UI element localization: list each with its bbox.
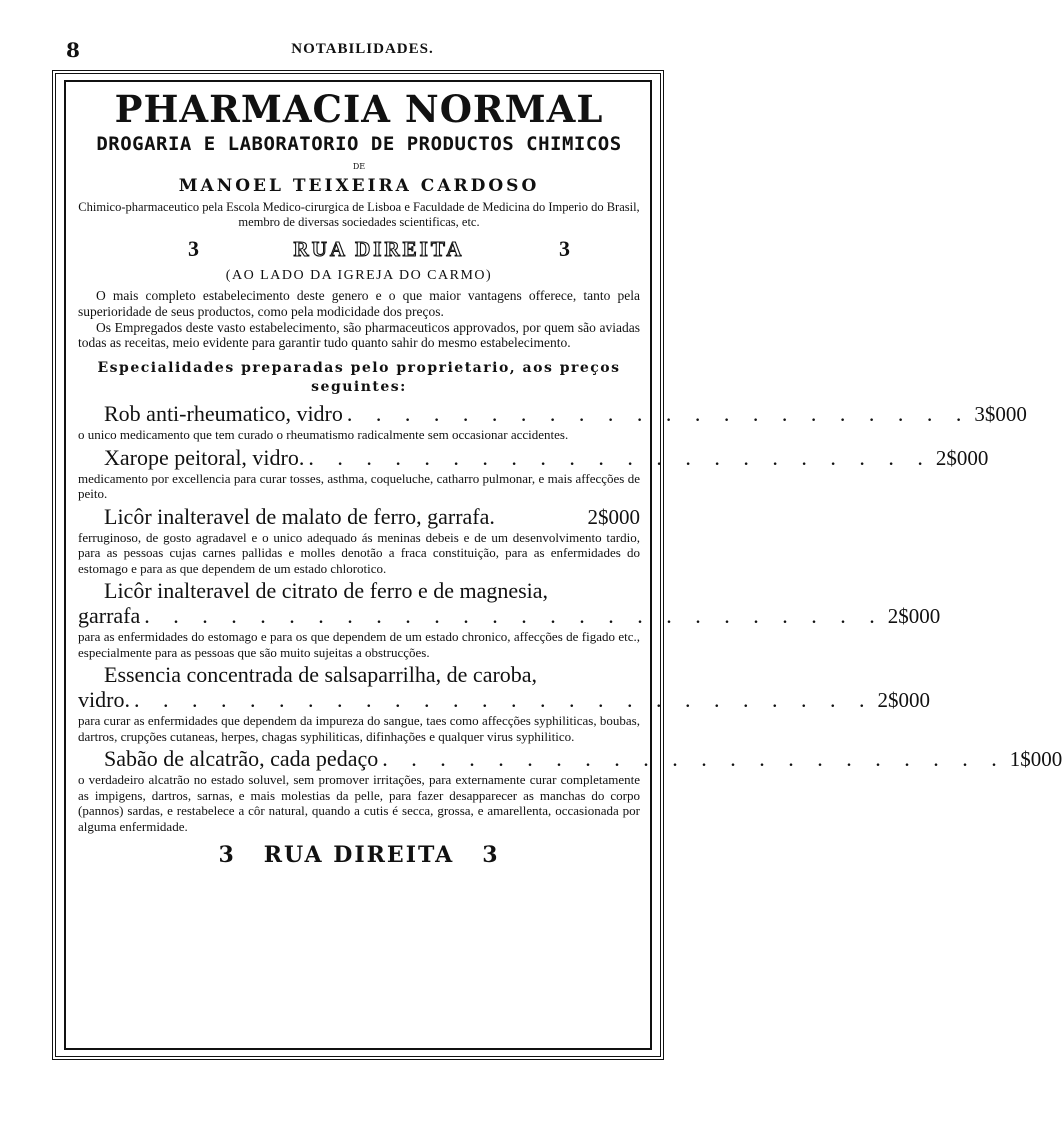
footer-number-right: 3 xyxy=(482,842,500,869)
product-description: medicamento por excellencia para curar tosses, asthma, coqueluche, catharro pulmonar, e mais affecções de peito. xyxy=(78,470,640,502)
product-item xyxy=(78,444,989,502)
de-label: DE xyxy=(352,162,366,171)
product-price: 3$000 xyxy=(974,402,1027,427)
product-description: o verdadeiro alcatrão no estado soluvel, sem promover irritações, para externamente curar completamente as impigens, dartros, sarnas, e mais molestias da pelle, para fazer desapparecer as manchas do corpo (pannos) sardas, e restabelece a côr natural, quando a cutis é secca, grossa, e amarellenta, occasionada por alguma enfermidade. xyxy=(78,772,640,834)
product-name-line-2 xyxy=(78,603,941,629)
ad-subtitle: DROGARIA E LABORATORIO DE PRODUCTOS CHIMICOS xyxy=(96,133,622,155)
owner-credentials: Chimico-pharmaceutico pela Escola Medico-cirurgica de Lisboa e Faculdade de Medicina do Imperio do Brasil, membro de diversas sociedades scientificas, etc. xyxy=(78,200,640,229)
ad-title: PHARMACIA NORMAL xyxy=(114,87,604,131)
product-item xyxy=(78,578,941,660)
advertisement-content xyxy=(64,80,1062,1050)
page-number: 8 xyxy=(66,38,80,62)
address-number-left: 3 xyxy=(188,236,199,261)
product-price: 2$000 xyxy=(587,504,640,529)
product-list xyxy=(78,401,1062,834)
product-description: para curar as enfermidades que dependem da impureza do sangue, taes como affecções syphiliticas, boubas, dartros, crupções cutaneas, herpes, chagas syphiliticas, difinhações e qualquer virus syphilitico. xyxy=(78,713,640,744)
leader-dots: . . . . . . . . . . . . . . . . . . . . . . . . . . xyxy=(133,687,874,713)
specialties-heading: Especialidades preparadas pelo proprietario, aos preços seguintes: xyxy=(97,360,621,396)
owner-name: MANOEL TEIXEIRA CARDOSO xyxy=(178,176,540,196)
running-head: NOTABILIDADES. xyxy=(291,41,434,57)
product-name: Licôr inalteravel de citrato de ferro e de magnesia, xyxy=(104,578,549,604)
product-price: 1$000 xyxy=(1009,747,1062,772)
product-name-continued: garrafa xyxy=(78,603,141,629)
product-description: o unico medicamento que tem curado o rheumatismo radicalmente sem occasionar accidentes. xyxy=(78,427,569,443)
product-name-line xyxy=(78,444,989,471)
intro-paragraph-2: Os Empregados deste vasto estabelecimento, são pharmaceuticos approvados, por quem são aviadas todas as receitas, meio evidente para garantir tudo quanto sahir do mesmo estabelecimento. xyxy=(78,319,640,351)
product-item xyxy=(78,746,1062,834)
address-street: RUA DIREITA xyxy=(293,236,465,261)
product-name-line xyxy=(78,746,1062,772)
product-name-line xyxy=(78,578,640,603)
product-name-line xyxy=(78,401,1027,427)
product-name-continued: vidro. xyxy=(78,687,130,713)
product-name-line-2 xyxy=(78,687,930,713)
leader-dots: . . . . . . . . . . . . . . . . . . . . . . . . . . xyxy=(144,603,884,629)
product-item xyxy=(78,401,1027,443)
product-name: Sabão de alcatrão, cada pedaço xyxy=(104,746,379,772)
product-description: ferruginoso, de gosto agradavel e o unico adequado ás meninas debeis e de um desenvolvimento tardio, para as pessoas cujas carnes pallidas e molles denotão a fraca constituição, para as enfermidades do estomago e para as que dependem de um estado chlorotico. xyxy=(78,529,640,576)
footer-address xyxy=(78,842,640,868)
product-name: Rob anti-rheumatico, vidro xyxy=(104,401,343,427)
product-name: Licôr inalteravel de malato de ferro, garrafa. xyxy=(104,503,495,529)
footer-number-left: 3 xyxy=(218,842,236,869)
product-item xyxy=(78,504,640,577)
leader-dots: . . . . . . . . . . . . . . . . . . . . . . xyxy=(382,746,1006,772)
location-note: (AO LADO DA IGREJA DO CARMO) xyxy=(225,268,493,283)
product-name-line xyxy=(78,504,640,530)
product-price: 2$000 xyxy=(935,445,989,470)
address-number-right: 3 xyxy=(558,236,570,261)
leader-dots: . . . . . . . . . . . . . . . . . . . . . . xyxy=(346,401,971,427)
product-name: Essencia concentrada de salsaparrilha, de caroba, xyxy=(104,662,538,688)
product-name: Xarope peitoral, vidro. xyxy=(104,444,305,470)
intro-paragraph-1: O mais completo estabelecimento deste genero e o que maior vantagens offerece, tanto pela superioridade de seus productos, como pela modicidade dos preços. xyxy=(78,288,640,319)
advertisement-frame xyxy=(52,70,1062,1060)
product-price: 2$000 xyxy=(887,604,941,629)
product-item xyxy=(78,662,930,744)
product-price: 2$000 xyxy=(877,688,930,713)
leader-dots: . . . . . . . . . . . . . . . . . . . . . . xyxy=(308,444,932,470)
footer-street: RUA DIREITA xyxy=(263,842,455,869)
product-name-line xyxy=(78,662,640,687)
address-row xyxy=(188,236,570,262)
product-description: para as enfermidades do estomago e para os que dependem de um estado chronico, affecções de figado etc., especialmente para as pessoas que são muito sujeitas a obstrucções. xyxy=(78,629,640,660)
